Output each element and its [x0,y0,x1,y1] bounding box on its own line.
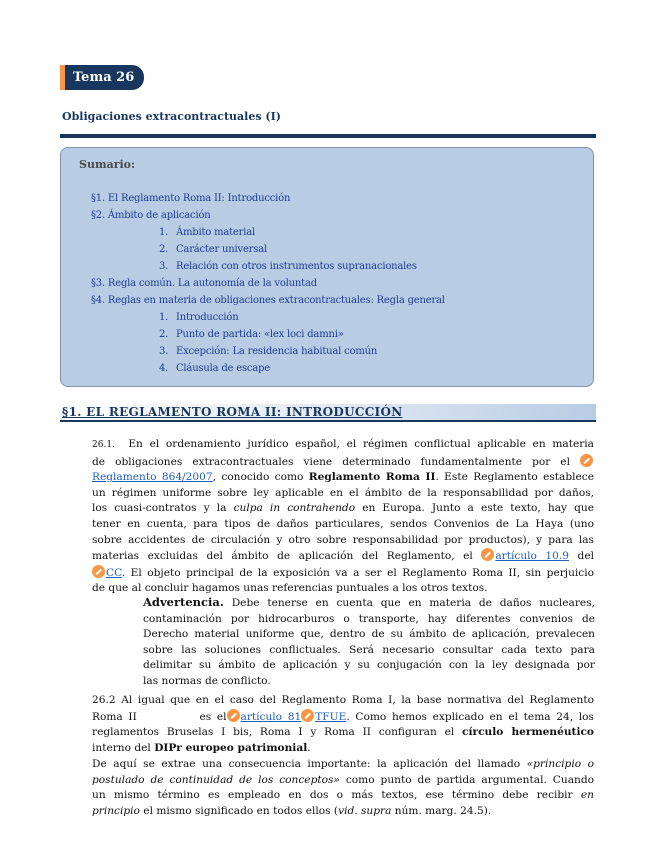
toc-item-number: 1. [159,227,169,238]
text: sobre las soluciones conflictuales. Será necesario consultar cada texto para [143,643,595,656]
toc-subitem-2-1[interactable] [159,227,255,238]
link-articulo-10-9[interactable]: artículo 10.9 [495,550,570,563]
toc-item-label: §4. Reglas en materia de obligaciones extracontractuales: Regla general [91,295,445,306]
text: en [580,789,594,802]
text: tener en cuenta, para tipos de daños particulares, sendos Convenios de La Haya (uno [92,517,594,530]
external-link-icon[interactable] [580,454,593,467]
header-divider [60,134,596,138]
toc-item-label: Ámbito material [175,227,256,238]
toc-item-label: Carácter universal [175,244,267,255]
link-articulo-81[interactable]: artículo 81 [240,710,302,723]
toc-item-label: §3. Regla común. La autonomía de la voluntad [91,278,317,289]
text: círculo hermenéutico [462,726,594,739]
tema-label: Tema 26 [73,70,135,85]
text: como punto de partida argumental. Cuando [339,773,594,786]
text: es el [199,710,227,723]
toc-item-label: Cláusula de escape [175,363,270,374]
text: En el ordenamiento jurídico español, el régimen conflictual aplicable en materia [128,438,594,450]
toc-item-section-4[interactable] [91,295,445,306]
toc-subitem-2-2[interactable] [159,244,267,255]
text: materias excluidas del ámbito de aplicación del Reglamento, el [92,550,473,563]
text: Derecho material uniforme que, dentro de su ámbito de aplicación, prevalecen [143,628,595,641]
toc-item-label: Excepción: La residencia habitual común [175,346,378,357]
text: . [307,741,311,754]
text: De aquí se extrae una consecuencia importante: la aplicación del llamado [92,758,527,770]
text: . Como hemos explicado en el tema 24, los [346,710,594,723]
toc-item-number: 3. [159,346,169,357]
link-cc[interactable]: CC [106,566,122,579]
paragraph-26-2 [92,693,594,756]
toc-item-section-1[interactable] [91,193,290,204]
summary-box [60,147,594,387]
text: un régimen uniforme sobre ley aplicable en el ámbito de la responsabilidad por daños, [92,486,594,499]
text: «principio o [526,758,594,770]
toc-item-label: §2. Ámbito de aplicación [91,210,211,221]
toc-item-number: 1. [159,312,169,323]
toc-item-label: Relación con otros instrumentos supranacionales [175,261,417,272]
text: culpa in contrahendo [233,502,356,515]
toc-subitem-4-1[interactable] [159,312,239,323]
toc-item-label: Punto de partida: «lex loci damni» [175,329,344,340]
text: en Europa. Junto a este texto, hay que [355,502,594,515]
text: el mismo significado en todos ellos ( [139,804,339,817]
text: vid. supra [338,804,392,817]
link-reglamento-864-2007[interactable]: Reglamento 864/2007 [92,471,213,484]
text: Reglamento Roma II [308,471,436,484]
text: postulado de continuidad de los conceptos» [92,773,340,786]
text: delimitar su ámbito de aplicación y su conjugación con la ley designada por [143,659,595,672]
paragraph-number: 26.1. [92,440,115,450]
paragraph-26-1 [92,437,594,597]
section-divider [60,420,596,422]
section-heading-text: §1. EL REGLAMENTO ROMA II: INTRODUCCIÓN [62,405,403,419]
text: Debe tenerse en cuenta que en materia de daños nucleares, [231,597,595,609]
toc-subitem-4-3[interactable] [159,346,377,357]
text: reglamentos Bruselas I bis, Roma I y Roma II configuran el [92,726,463,739]
paragraph-continuidad [92,757,594,819]
toc-item-label: Introducción [175,312,239,323]
summary-title: Sumario: [79,158,136,171]
text: DIPr europeo patrimonial [154,741,308,754]
text: Al igual que en el caso del Reglamento Roma I, la base normativa del Reglamento [121,694,594,706]
text: principio [92,804,140,817]
toc-item-section-3[interactable] [91,278,317,289]
text: de que al concluir hagamos unas referencias puntuales a los otros textos. [92,582,488,595]
external-link-icon[interactable] [92,565,105,578]
paragraph-number: 26.2 [92,694,116,706]
text: , conocido como [212,471,309,484]
toc-item-number: 2. [159,329,169,340]
text: los cuasi-contratos y la [92,502,234,515]
text: sobre accidentes de circulación y otro sobre responsabilidad por productos), y para las [92,533,594,546]
toc-item-section-2[interactable] [91,210,211,221]
toc-item-number: 2. [159,244,169,255]
warning-block [143,595,595,690]
tema-badge [60,65,144,90]
text: un mismo término es empleado en dos o más textos, ese término debe recibir [92,789,581,802]
warning-label: Advertencia. [143,595,224,609]
external-link-icon[interactable] [481,548,494,561]
toc-item-label: §1. El Reglamento Roma II: Introducción [91,193,291,204]
toc-item-number: 3. [159,261,169,272]
text: núm. marg. 24.5). [391,804,492,817]
chapter-subtitle: Obligaciones extracontractuales (I) [62,110,281,123]
toc-subitem-2-3[interactable] [159,261,417,272]
link-tfue[interactable]: TFUE [315,710,347,723]
text: de obligaciones extracontractuales viene determinado fundamentalmente por el [92,455,570,468]
text: interno del [92,741,155,754]
toc-subitem-4-4[interactable] [159,363,270,374]
text: del [577,550,594,563]
text: contaminación por hidrocarburos o transporte, hay diferentes convenios de [143,612,595,625]
text: Roma II [92,710,137,723]
external-link-icon[interactable] [301,709,314,722]
text: . El objeto principal de la exposición va a ser el Reglamento Roma II, sin perjuicio [121,566,594,579]
external-link-icon[interactable] [227,709,240,722]
toc-subitem-4-2[interactable] [159,329,344,340]
text: las normas de conflicto. [143,674,271,687]
toc-item-number: 4. [159,363,169,374]
text: . Este Reglamento establece [435,471,595,484]
section-heading [60,404,596,421]
